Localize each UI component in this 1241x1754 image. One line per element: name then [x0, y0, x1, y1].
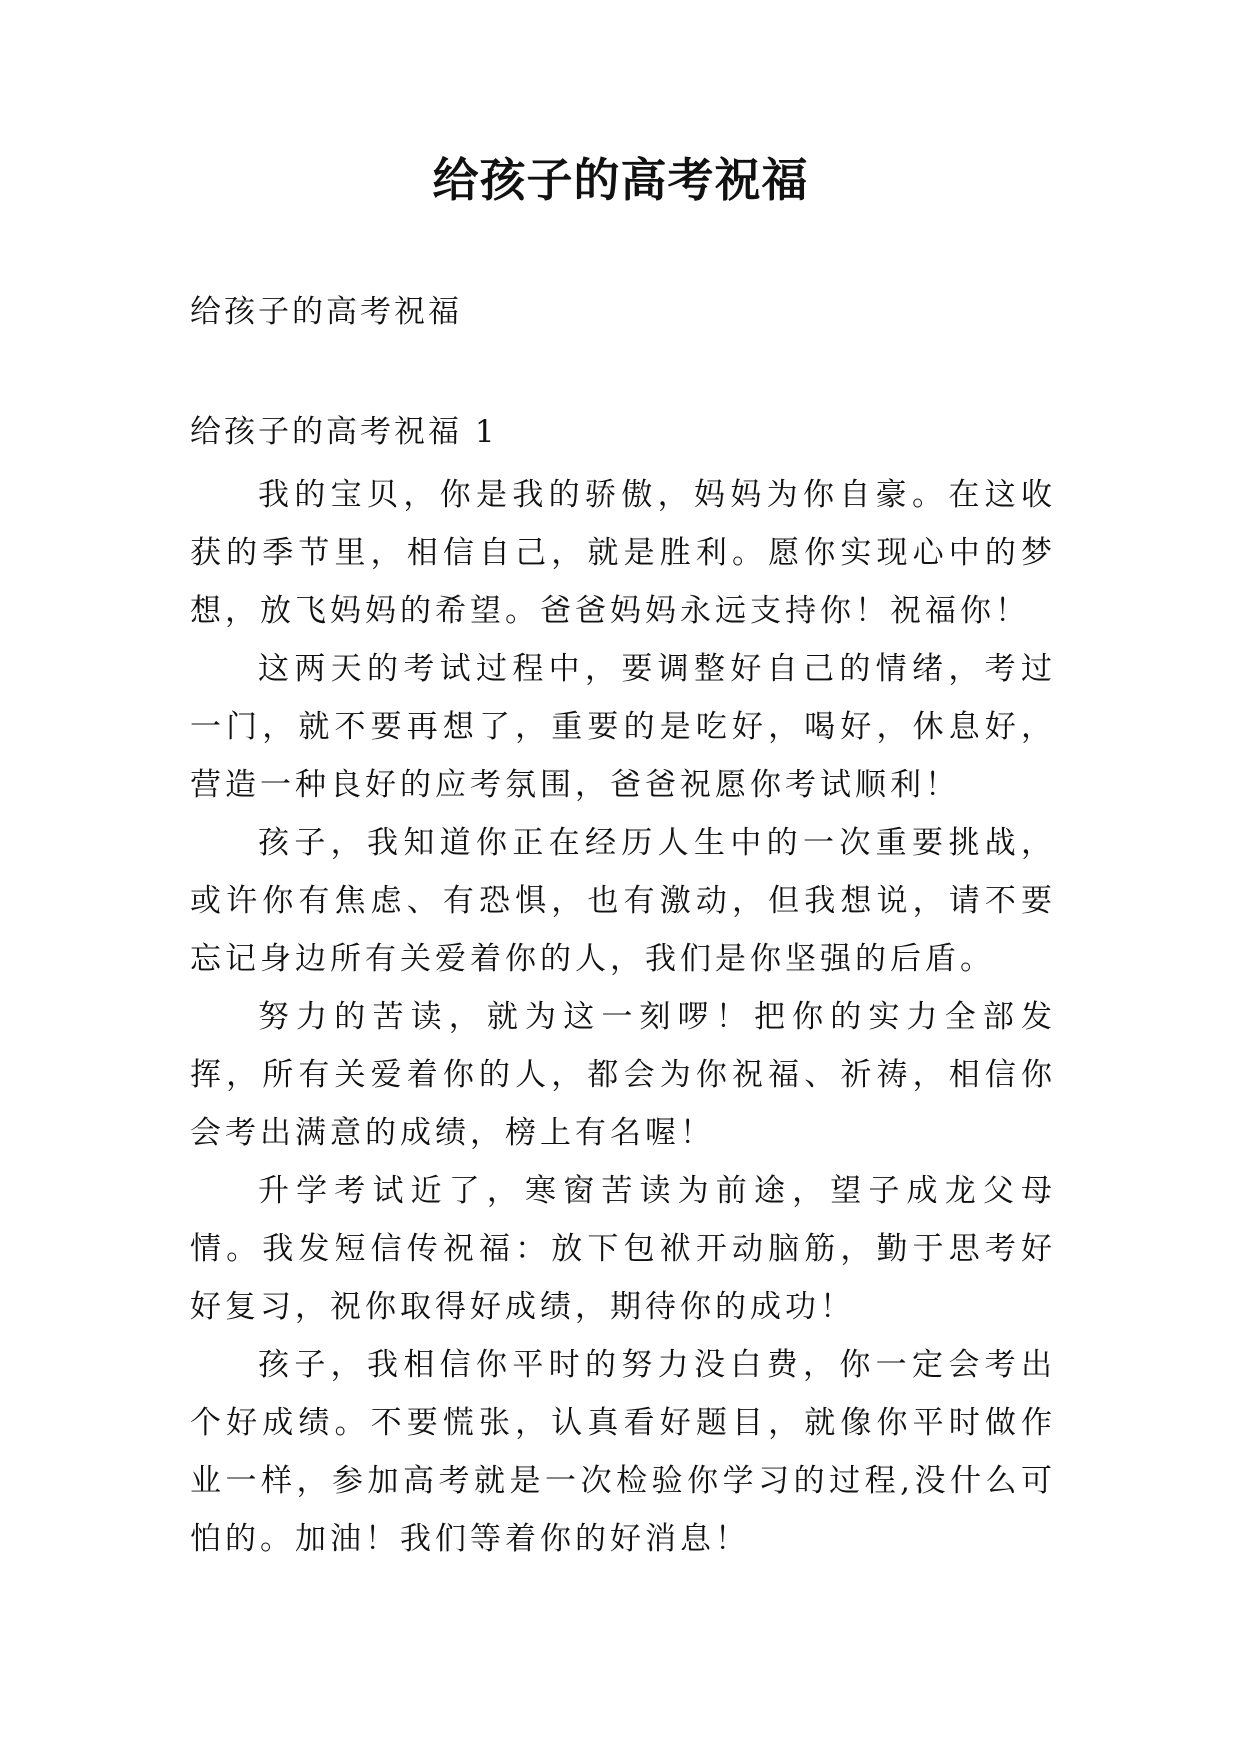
section-heading: 给孩子的高考祝福 1 [190, 414, 498, 450]
paragraph: 升学考试近了，寒窗苦读为前途，望子成龙父母情。我发短信传祝福：放下包袱开动脑筋，勤于思考好好复习，祝你取得好成绩，期待你的成功！ [190, 1173, 1056, 1325]
paragraph: 我的宝贝，你是我的骄傲，妈妈为你自豪。在这收获的季节里，相信自己，就是胜利。愿你实现心中的梦想，放飞妈妈的希望。爸爸妈妈永远支持你！祝福你！ [190, 477, 1056, 629]
paragraph: 孩子，我相信你平时的努力没白费，你一定会考出个好成绩。不要慌张，认真看好题目，就像你平时做作业一样，参加高考就是一次检验你学习的过程,没什么可怕的。加油！我们等着你的好消息！ [190, 1347, 1056, 1557]
document-title: 给孩子的高考祝福 [432, 153, 809, 207]
body-text [190, 466, 1056, 1568]
document-subtitle: 给孩子的高考祝福 [190, 294, 462, 330]
paragraph: 孩子，我知道你正在经历人生中的一次重要挑战，或许你有焦虑、有恐惧，也有激动，但我想说，请不要忘记身边所有关爱着你的人，我们是你坚强的后盾。 [190, 825, 1056, 977]
paragraph: 这两天的考试过程中，要调整好自己的情绪，考过一门，就不要再想了，重要的是吃好，喝好，休息好，营造一种良好的应考氛围，爸爸祝愿你考试顺利！ [190, 651, 1056, 803]
paragraph: 努力的苦读，就为这一刻啰！把你的实力全部发挥，所有关爱着你的人，都会为你祝福、祈祷，相信你会考出满意的成绩，榜上有名喔！ [190, 999, 1056, 1151]
